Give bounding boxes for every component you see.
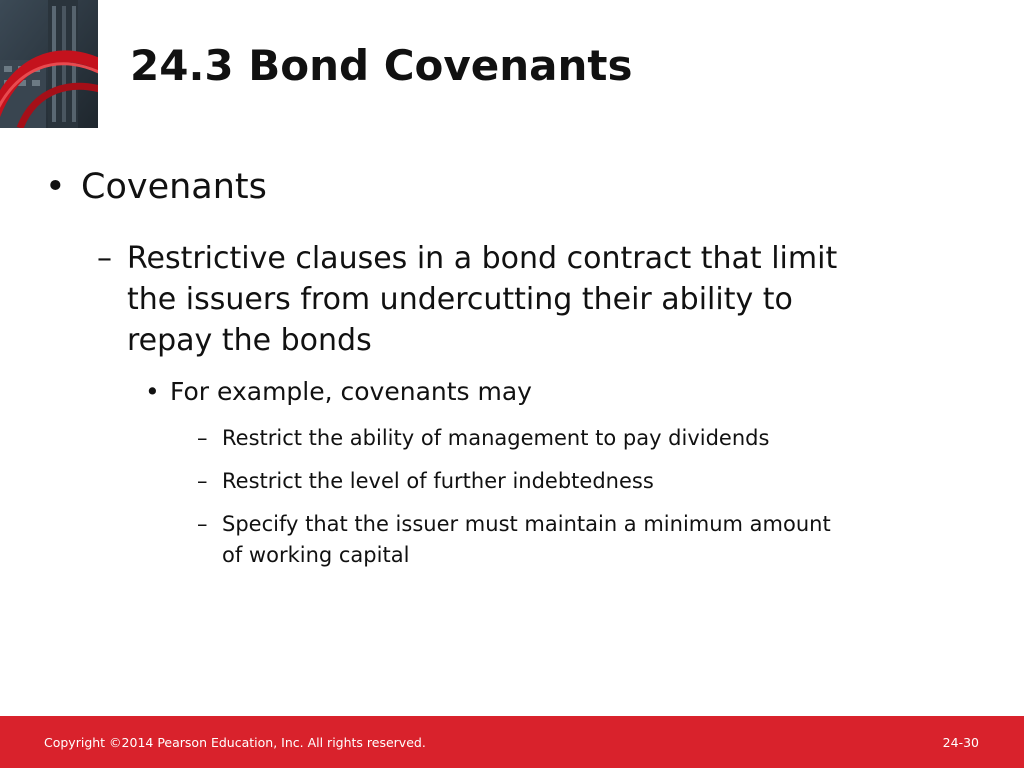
page-number: 24-30 [942,735,979,750]
bullet-text: Restrict the ability of management to pay dividends [222,426,770,450]
bullet-line: the issuers from undercutting their ability to [127,282,793,317]
dash-marker: – [197,469,208,493]
copyright-text: Copyright ©2014 Pearson Education, Inc. All rights reserved. [44,735,426,750]
bullet-marker: • [145,377,160,406]
bullet-text: Restrict the level of further indebtedness [222,469,654,493]
slide-title: 24.3 Bond Covenants [130,41,633,90]
bullet-text [127,238,837,361]
dash-marker: – [197,512,208,536]
bullet-text [222,509,831,571]
bullet-line: repay the bonds [127,323,372,358]
bullet-line: Specify that the issuer must maintain a minimum amount [222,512,831,536]
bullet-line: of working capital [222,543,410,567]
bullet-text: For example, covenants may [170,377,532,406]
red-arch-building-icon [0,0,98,128]
bullet-line: Restrictive clauses in a bond contract that limit [127,241,838,276]
dash-marker: – [97,241,112,276]
corner-building-image [0,0,98,128]
bullet-marker: • [45,167,66,207]
dash-marker: – [197,426,208,450]
footer-bar [0,716,1024,768]
bullet-text: Covenants [81,167,267,207]
